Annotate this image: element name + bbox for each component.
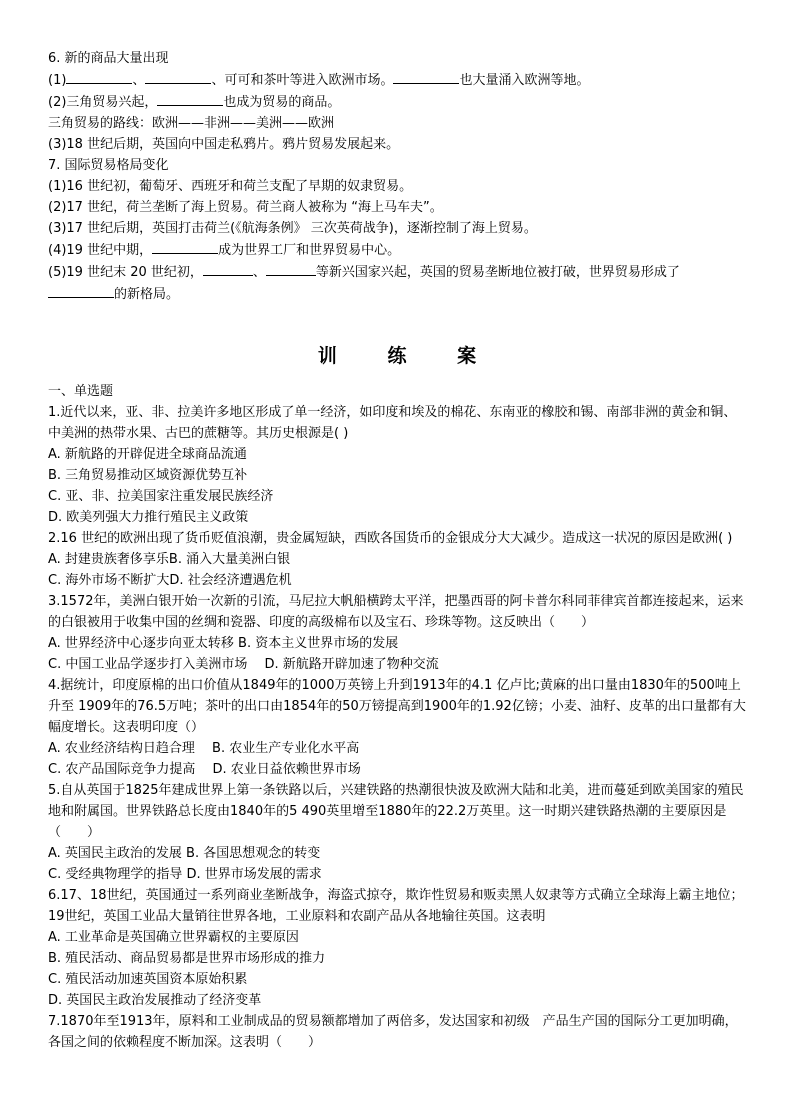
question-item	[48, 885, 748, 1011]
section-title: 训 练 案	[317, 345, 499, 367]
question-stem: 7.1870年至1913年，原料和工业制成品的贸易额都增加了两倍多，发达国家和初级 产品生产国的国际分工更加明确，各国之间的依赖程度不断加深。这表明（ ）	[48, 1014, 738, 1050]
question-stem: 3.1572年，美洲白银开始一次新的引流，马尼拉大帆船横跨太平洋，把墨西哥的阿卡普尔科同菲律宾首都连接起来，运来的白银被用于收集中国的丝绸和瓷器、印度的高级棉布以及宝石、珍珠等物。这反映出（ ）	[48, 594, 744, 630]
note-text: (1)	[48, 73, 67, 88]
answer-option[interactable]: C. 亚、非、拉美国家注重发展民族经济	[48, 489, 274, 504]
answer-option[interactable]: A. 工业革命是英国确立世界霸权的主要原因	[48, 930, 299, 945]
note-line	[48, 283, 748, 305]
question-item	[48, 780, 748, 885]
note-text: 三角贸易的路线：欧洲——非洲——美洲——欧洲	[48, 116, 335, 131]
note-text: (1)16 世纪初，葡萄牙、西班牙和荷兰支配了早期的奴隶贸易。	[48, 179, 413, 194]
note-line	[48, 155, 748, 176]
note-text: 等新兴国家兴起，英国的贸易垄断地位被打破，世界贸易形成了	[315, 265, 680, 280]
answer-option[interactable]: A. 英国民主政治的发展 B. 各国思想观念的转变	[48, 846, 321, 861]
answer-option[interactable]: C. 受经典物理学的指导 D. 世界市场发展的需求	[48, 867, 322, 882]
note-text: 成为世界工厂和世界贸易中心。	[218, 243, 401, 258]
question-stem: 5.自从英国于1825年建成世界上第一条铁路以后，兴建铁路的热潮很快波及欧洲大陆和北美，进而蔓延到欧美国家的殖民地和附属国。世界铁路总长度由1840年的5 490英里增至1880年的22.2万英里。这一时期兴建铁路热潮的主要原因是（ ）	[48, 783, 744, 840]
note-line	[48, 239, 748, 261]
answer-blank[interactable]	[266, 261, 316, 276]
question-stem: 6.17、18世纪，英国通过一系列商业垄断战争，海盗式掠夺，欺诈性贸易和贩卖黑人奴隶等方式确立全球海上霸主地位；19世纪，英国工业品大量销往世界各地，工业原料和农副产品从各地输往英国。这表明	[48, 888, 744, 924]
note-text: (3)17 世纪后期，英国打击荷兰(《航海条例》 三次英荷战争)，逐渐控制了海上贸易。	[48, 221, 537, 236]
note-line	[48, 218, 748, 239]
note-line	[48, 176, 748, 197]
question-stem: 1.近代以来，亚、非、拉美许多地区形成了单一经济，如印度和埃及的棉花、东南亚的橡胶和锡、南部非洲的黄金和铜、中美洲的热带水果、古巴的蔗糖等。其历史根源是( )	[48, 405, 737, 441]
answer-blank[interactable]	[48, 283, 114, 298]
note-line	[48, 48, 748, 69]
study-notes	[48, 48, 748, 305]
question-item	[48, 528, 748, 591]
answer-blank[interactable]	[203, 261, 253, 276]
answer-option[interactable]: C. 殖民活动加速英国资本原始积累	[48, 972, 248, 987]
answer-option[interactable]: B. 三角贸易推动区域资源优势互补	[48, 468, 248, 483]
answer-option[interactable]: A. 世界经济中心逐步向亚太转移 B. 资本主义世界市场的发展	[48, 636, 399, 651]
note-line	[48, 197, 748, 218]
note-text: 的新格局。	[114, 287, 180, 302]
answer-option[interactable]: A. 新航路的开辟促进全球商品流通	[48, 447, 247, 462]
note-line	[48, 69, 748, 91]
document-page	[48, 48, 748, 1053]
answer-blank[interactable]	[393, 69, 459, 84]
section-heading: 一、单选题	[48, 384, 114, 399]
answer-option[interactable]: C. 农产品国际竞争力提高 D. 农业日益依赖世界市场	[48, 762, 361, 777]
note-line	[48, 261, 748, 283]
answer-blank[interactable]	[157, 91, 223, 106]
note-text: 也大量涌入欧洲等地。	[459, 73, 590, 88]
note-line	[48, 134, 748, 155]
question-item	[48, 1011, 748, 1053]
note-text: (4)19 世纪中期，	[48, 243, 153, 258]
answer-option[interactable]: A. 封建贵族奢侈享乐B. 涌入大量美洲白银	[48, 552, 291, 567]
note-text: (2)17 世纪，荷兰垄断了海上贸易。荷兰商人被称为 “海上马车夫”。	[48, 200, 443, 215]
question-stem: 4.据统计，印度原棉的出口价值从1849年的1000万英镑上升到1913年的4.1 亿卢比;黄麻的出口量由1830年的500吨上升至 1909年的76.5万吨；茶叶的出口由1854年的50万镑提高到1900年的1.92亿镑；小麦、油籽、皮革的出口量都有大幅度增长。这表明印度（）	[48, 678, 746, 735]
note-text: 6. 新的商品大量出现	[48, 51, 169, 66]
note-text: (2)三角贸易兴起，	[48, 95, 158, 110]
question-item	[48, 402, 748, 528]
answer-option[interactable]: A. 农业经济结构日趋合理 B. 农业生产专业化水平高	[48, 741, 360, 756]
note-text: (3)18 世纪后期，英国向中国走私鸦片。鸦片贸易发展起来。	[48, 137, 400, 152]
question-item	[48, 591, 748, 675]
answer-option[interactable]: D. 英国民主政治发展推动了经济变革	[48, 993, 262, 1008]
answer-blank[interactable]	[152, 239, 218, 254]
answer-option[interactable]: C. 海外市场不断扩大D. 社会经济遭遇危机	[48, 573, 292, 588]
note-text: 7. 国际贸易格局变化	[48, 158, 169, 173]
note-text: 、	[252, 265, 266, 280]
question-stem: 2.16 世纪的欧洲出现了货币贬值浪潮，贵金属短缺，西欧各国货币的金银成分大大减少。造成这一状况的原因是欧洲( )	[48, 531, 733, 546]
answer-option[interactable]: C. 中国工业品学逐步打入美洲市场 D. 新航路开辟加速了物种交流	[48, 657, 439, 672]
answer-blank[interactable]	[66, 69, 132, 84]
question-item	[48, 675, 748, 780]
note-text: 、	[132, 73, 146, 88]
answer-option[interactable]: B. 殖民活动、商品贸易都是世界市场形成的推力	[48, 951, 326, 966]
answer-option[interactable]: D. 欧美列强大力推行殖民主义政策	[48, 510, 249, 525]
question-list	[48, 402, 748, 1053]
note-text: 、可可和茶叶等进入欧洲市场。	[211, 73, 394, 88]
note-text: 也成为贸易的商品。	[223, 95, 341, 110]
note-text: (5)19 世纪末 20 世纪初，	[48, 265, 203, 280]
answer-blank[interactable]	[145, 69, 211, 84]
note-line	[48, 91, 748, 113]
note-line	[48, 113, 748, 134]
